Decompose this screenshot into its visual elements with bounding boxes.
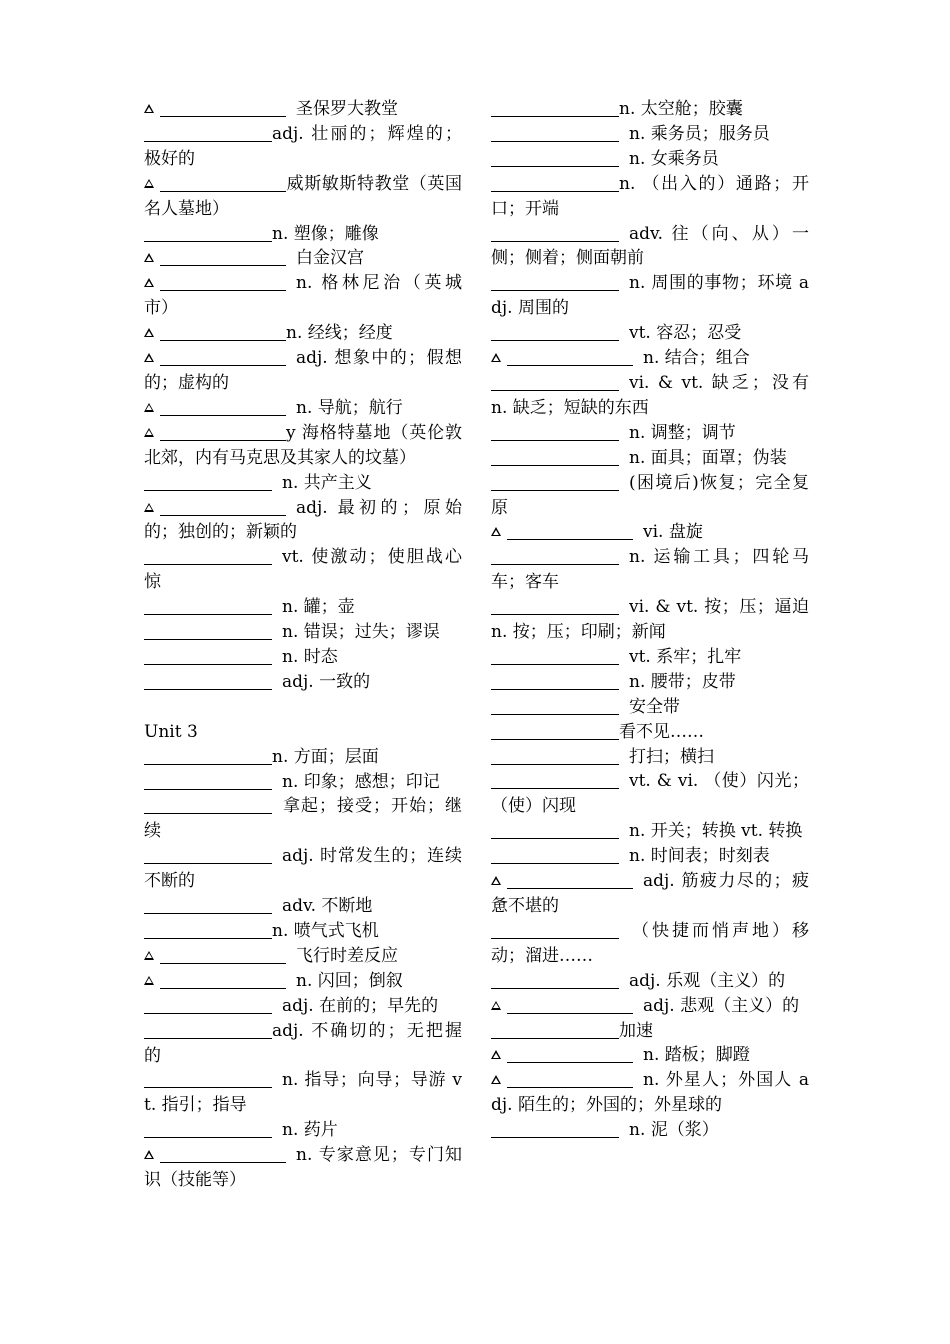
triangle-marker-icon — [144, 104, 154, 113]
triangle-marker-icon — [491, 1001, 501, 1010]
definition-text: n. 泥（浆） — [629, 1120, 719, 1141]
vocab-entry — [144, 222, 462, 247]
answer-blank[interactable] — [491, 99, 619, 117]
unit-heading: Unit 3 — [144, 721, 198, 742]
definition-text: n. 指导；向导；导游 vt. 指引；指导 — [144, 1070, 462, 1116]
answer-blank[interactable] — [491, 747, 619, 765]
vocab-entry — [144, 1019, 462, 1069]
vocab-entry — [491, 670, 809, 695]
answer-blank[interactable] — [144, 597, 272, 615]
answer-blank[interactable] — [491, 846, 619, 864]
definition-text: 加速 — [619, 1020, 653, 1041]
vocab-entry — [144, 894, 462, 919]
triangle-marker-icon — [144, 403, 154, 412]
definition-text: n. 药片 — [282, 1120, 338, 1141]
vocab-entry — [144, 844, 462, 894]
answer-blank[interactable] — [144, 772, 272, 790]
vocab-entry — [491, 645, 809, 670]
vocab-entry — [491, 1019, 809, 1044]
vocab-entry — [144, 595, 462, 620]
vocab-entry — [144, 246, 462, 271]
answer-blank[interactable] — [144, 1070, 272, 1088]
definition-text: n. 运输工具；四轮马车；客车 — [491, 547, 809, 593]
vocab-entry — [144, 545, 462, 595]
definition-text: n. 乘务员；服务员 — [629, 123, 770, 144]
answer-blank[interactable] — [491, 597, 619, 615]
answer-blank[interactable] — [507, 1070, 633, 1088]
definition-text: adv. 不断地 — [282, 896, 373, 917]
vocab-entry — [144, 745, 462, 770]
answer-blank[interactable] — [144, 622, 272, 640]
definition-text: 威斯敏斯特教堂（英国名人墓地） — [144, 173, 462, 219]
definition-text: n. 专家意见；专门知识（技能等） — [144, 1145, 462, 1191]
definition-text: vt. 使激动；使胆战心惊 — [144, 547, 462, 593]
vocab-entry — [491, 471, 809, 521]
answer-blank[interactable] — [491, 448, 619, 466]
vocab-entry — [491, 720, 809, 745]
triangle-marker-icon — [144, 179, 154, 188]
vocab-column-right — [491, 97, 809, 1143]
vocab-entry — [491, 545, 809, 595]
vocab-entry — [491, 695, 809, 720]
vocab-entry — [491, 819, 809, 844]
answer-blank[interactable] — [160, 1145, 286, 1163]
answer-blank[interactable] — [491, 647, 619, 665]
answer-blank[interactable] — [160, 423, 286, 441]
triangle-marker-icon — [491, 1050, 501, 1059]
definition-text: n. 外星人；外国人 adj. 陌生的；外国的；外星球的 — [491, 1070, 809, 1116]
definition-text: 白金汉宫 — [296, 248, 364, 269]
triangle-marker-icon — [144, 328, 154, 337]
answer-blank[interactable] — [507, 1045, 633, 1063]
vocab-entry — [144, 919, 462, 944]
answer-blank[interactable] — [160, 946, 286, 964]
definition-text: 安全带 — [629, 696, 680, 717]
answer-blank[interactable] — [160, 248, 286, 266]
definition-text: 圣保罗大教堂 — [296, 99, 398, 119]
definition-text: n. 格林尼治（英城市） — [144, 273, 462, 319]
definition-text: n. 闪回；倒叙 — [296, 970, 403, 991]
triangle-marker-icon — [144, 951, 154, 960]
answer-blank[interactable] — [491, 971, 619, 989]
definition-text: y 海格特墓地（英伦敦北郊，内有马克思及其家人的坟墓） — [144, 422, 462, 468]
definition-text: adj. 壮丽的；辉煌的；极好的 — [144, 123, 462, 169]
answer-blank[interactable] — [507, 871, 633, 889]
answer-blank[interactable] — [144, 473, 272, 491]
answer-blank[interactable] — [491, 697, 619, 715]
answer-blank[interactable] — [507, 996, 633, 1014]
definition-text: (困境后)恢复；完全复原 — [491, 472, 809, 518]
answer-blank[interactable] — [144, 796, 272, 814]
definition-text: n. 印象；感想；印记 — [282, 771, 440, 792]
definition-text: 看不见…… — [619, 721, 704, 742]
answer-blank[interactable] — [491, 323, 619, 341]
vocab-entry — [491, 222, 809, 272]
vocab-entry — [491, 869, 809, 919]
vocab-entry — [144, 1143, 462, 1193]
definition-text: n. 开关；转换 vt. 转换 — [629, 821, 803, 842]
triangle-marker-icon — [491, 876, 501, 885]
answer-blank[interactable] — [160, 971, 286, 989]
vocab-entry — [144, 321, 462, 346]
answer-blank[interactable] — [144, 846, 272, 864]
definition-text: n. 踏板；脚蹬 — [643, 1045, 750, 1066]
answer-blank[interactable] — [491, 821, 619, 839]
triangle-marker-icon — [144, 278, 154, 287]
definition-text: n. 时态 — [282, 646, 338, 667]
vocab-entry — [144, 645, 462, 670]
answer-blank[interactable] — [160, 99, 286, 117]
definition-text: n. 周围的事物；环境 adj. 周围的 — [491, 273, 809, 319]
vocab-entry — [491, 1118, 809, 1143]
definition-text: n. 共产主义 — [282, 472, 372, 493]
definition-text: vt. 系牢；扎牢 — [629, 646, 742, 667]
triangle-marker-icon — [144, 428, 154, 437]
answer-blank[interactable] — [491, 273, 619, 291]
vocab-entry — [144, 421, 462, 471]
answer-blank[interactable] — [160, 323, 286, 341]
answer-blank[interactable] — [491, 921, 619, 939]
triangle-marker-icon — [144, 503, 154, 512]
definition-text: vi. & vt. 缺乏；没有 n. 缺乏；短缺的东西 — [491, 372, 809, 418]
definition-text: n. 罐；壶 — [282, 597, 355, 618]
answer-blank[interactable] — [160, 498, 286, 516]
vocab-entry — [144, 770, 462, 795]
vocab-entry — [491, 595, 809, 645]
definition-text: （快捷而悄声地）移动；溜进…… — [491, 920, 809, 966]
answer-blank[interactable] — [160, 398, 286, 416]
answer-blank[interactable] — [491, 771, 619, 789]
definition-text: adj. 悲观（主义）的 — [643, 995, 800, 1016]
vocab-entry — [491, 421, 809, 446]
definition-text: 拿起；接受；开始；继续 — [144, 796, 462, 842]
vocab-entry — [144, 271, 462, 321]
answer-blank[interactable] — [491, 224, 619, 242]
answer-blank[interactable] — [144, 896, 272, 914]
vocab-entry — [144, 172, 462, 222]
vocab-entry — [144, 97, 462, 122]
definition-text: adj. 最初的；原始的；独创的；新颖的 — [144, 497, 462, 543]
vocab-entry — [144, 396, 462, 421]
definition-text: n. 太空舱；胶囊 — [619, 99, 743, 119]
definition-text: n. 结合；组合 — [643, 348, 750, 369]
definition-text: 打扫；横扫 — [629, 746, 714, 767]
answer-blank[interactable] — [160, 273, 286, 291]
answer-blank[interactable] — [144, 124, 272, 142]
vocab-entry — [144, 496, 462, 546]
vocab-entry — [491, 321, 809, 346]
answer-blank[interactable] — [491, 373, 619, 391]
vocab-entry — [491, 969, 809, 994]
definition-text: adj. 时常发生的；连续不断的 — [144, 846, 462, 892]
vocab-entry — [491, 122, 809, 147]
answer-blank[interactable] — [144, 672, 272, 690]
vocab-list-unit3 — [144, 745, 462, 1193]
answer-blank[interactable] — [491, 174, 619, 192]
definition-text: n. 女乘务员 — [629, 148, 719, 169]
vocab-list-unit2 — [144, 97, 462, 695]
answer-blank[interactable] — [144, 996, 272, 1014]
triangle-marker-icon — [491, 527, 501, 536]
triangle-marker-icon — [491, 353, 501, 362]
answer-blank[interactable] — [144, 224, 272, 242]
vocab-entry — [491, 446, 809, 471]
vocab-entry — [144, 944, 462, 969]
vocab-entry — [491, 844, 809, 869]
vocab-entry — [491, 745, 809, 770]
answer-blank[interactable] — [491, 124, 619, 142]
triangle-marker-icon — [144, 1150, 154, 1159]
definition-text: n. 调整；调节 — [629, 422, 736, 443]
vocab-entry — [491, 1068, 809, 1118]
answer-blank[interactable] — [491, 1021, 619, 1039]
vocab-entry — [491, 172, 809, 222]
definition-text: n. 导航；航行 — [296, 397, 403, 418]
definition-text: n. 喷气式飞机 — [272, 921, 379, 941]
vocab-entry — [491, 1043, 809, 1068]
answer-blank[interactable] — [491, 722, 619, 740]
definition-text: 飞行时差反应 — [296, 945, 398, 966]
definition-text: vt. & vi. （使）闪光；（使）闪现 — [491, 771, 809, 817]
triangle-marker-icon — [491, 1075, 501, 1084]
answer-blank[interactable] — [491, 423, 619, 441]
answer-blank[interactable] — [144, 547, 272, 565]
answer-blank[interactable] — [507, 348, 633, 366]
vocab-entry — [491, 371, 809, 421]
vocab-entry — [144, 471, 462, 496]
vocab-entry — [491, 769, 809, 819]
definition-text: adj. 不确切的；无把握的 — [144, 1020, 462, 1066]
answer-blank[interactable] — [491, 672, 619, 690]
definition-text: n. 时间表；时刻表 — [629, 846, 770, 867]
answer-blank[interactable] — [144, 747, 272, 765]
vocab-entry — [491, 97, 809, 122]
answer-blank[interactable] — [507, 522, 633, 540]
answer-blank[interactable] — [491, 473, 619, 491]
answer-blank[interactable] — [160, 348, 286, 366]
definition-text: n. 经线；经度 — [286, 323, 393, 344]
vocab-entry — [144, 620, 462, 645]
triangle-marker-icon — [144, 976, 154, 985]
vocab-entry — [144, 1068, 462, 1118]
vocab-entry — [144, 346, 462, 396]
definition-text: n. 塑像；雕像 — [272, 223, 379, 244]
vocab-entry — [491, 919, 809, 969]
definition-text: adj. 乐观（主义）的 — [629, 970, 786, 991]
definition-text: adv. 往（向、从）一侧；侧着；侧面朝前 — [491, 223, 809, 269]
vocab-list-unit3-cont — [491, 97, 809, 1143]
vocab-entry — [491, 994, 809, 1019]
definition-text: n. 错误；过失；谬误 — [282, 622, 440, 643]
definition-text: n. （出入的）通路；开口；开端 — [491, 173, 809, 219]
vocab-entry — [144, 794, 462, 844]
definition-text: adj. 筋疲力尽的；疲惫不堪的 — [491, 871, 809, 916]
vocab-entry — [144, 1118, 462, 1143]
vocab-entry — [144, 994, 462, 1019]
answer-blank[interactable] — [491, 547, 619, 565]
vocab-entry — [144, 122, 462, 172]
answer-blank[interactable] — [491, 1120, 619, 1138]
answer-blank[interactable] — [144, 1120, 272, 1138]
definition-text: adj. 在前的；早先的 — [282, 995, 439, 1016]
answer-blank[interactable] — [160, 174, 286, 192]
vocab-entry — [144, 969, 462, 994]
vocab-entry — [491, 520, 809, 545]
answer-blank[interactable] — [144, 921, 272, 939]
vocab-entry — [491, 147, 809, 172]
definition-text: vt. 容忍；忍受 — [629, 323, 742, 344]
vocab-entry — [491, 346, 809, 371]
definition-text: n. 方面；层面 — [272, 746, 379, 767]
vocab-entry — [491, 271, 809, 321]
triangle-marker-icon — [144, 253, 154, 262]
answer-blank[interactable] — [144, 1021, 272, 1039]
triangle-marker-icon — [144, 353, 154, 362]
definition-text: adj. 想象中的；假想的；虚构的 — [144, 348, 462, 393]
definition-text: vi. 盘旋 — [643, 522, 703, 543]
definition-text: n. 腰带；皮带 — [629, 671, 736, 692]
vocab-entry — [144, 670, 462, 695]
definition-text: n. 面具；面罩；伪装 — [629, 447, 787, 468]
definition-text: adj. 一致的 — [282, 671, 371, 692]
answer-blank[interactable] — [491, 149, 619, 167]
definition-text: vi. & vt. 按；压；逼迫 n. 按；压；印刷；新闻 — [491, 597, 809, 643]
answer-blank[interactable] — [144, 647, 272, 665]
vocab-column-left — [144, 97, 462, 1193]
